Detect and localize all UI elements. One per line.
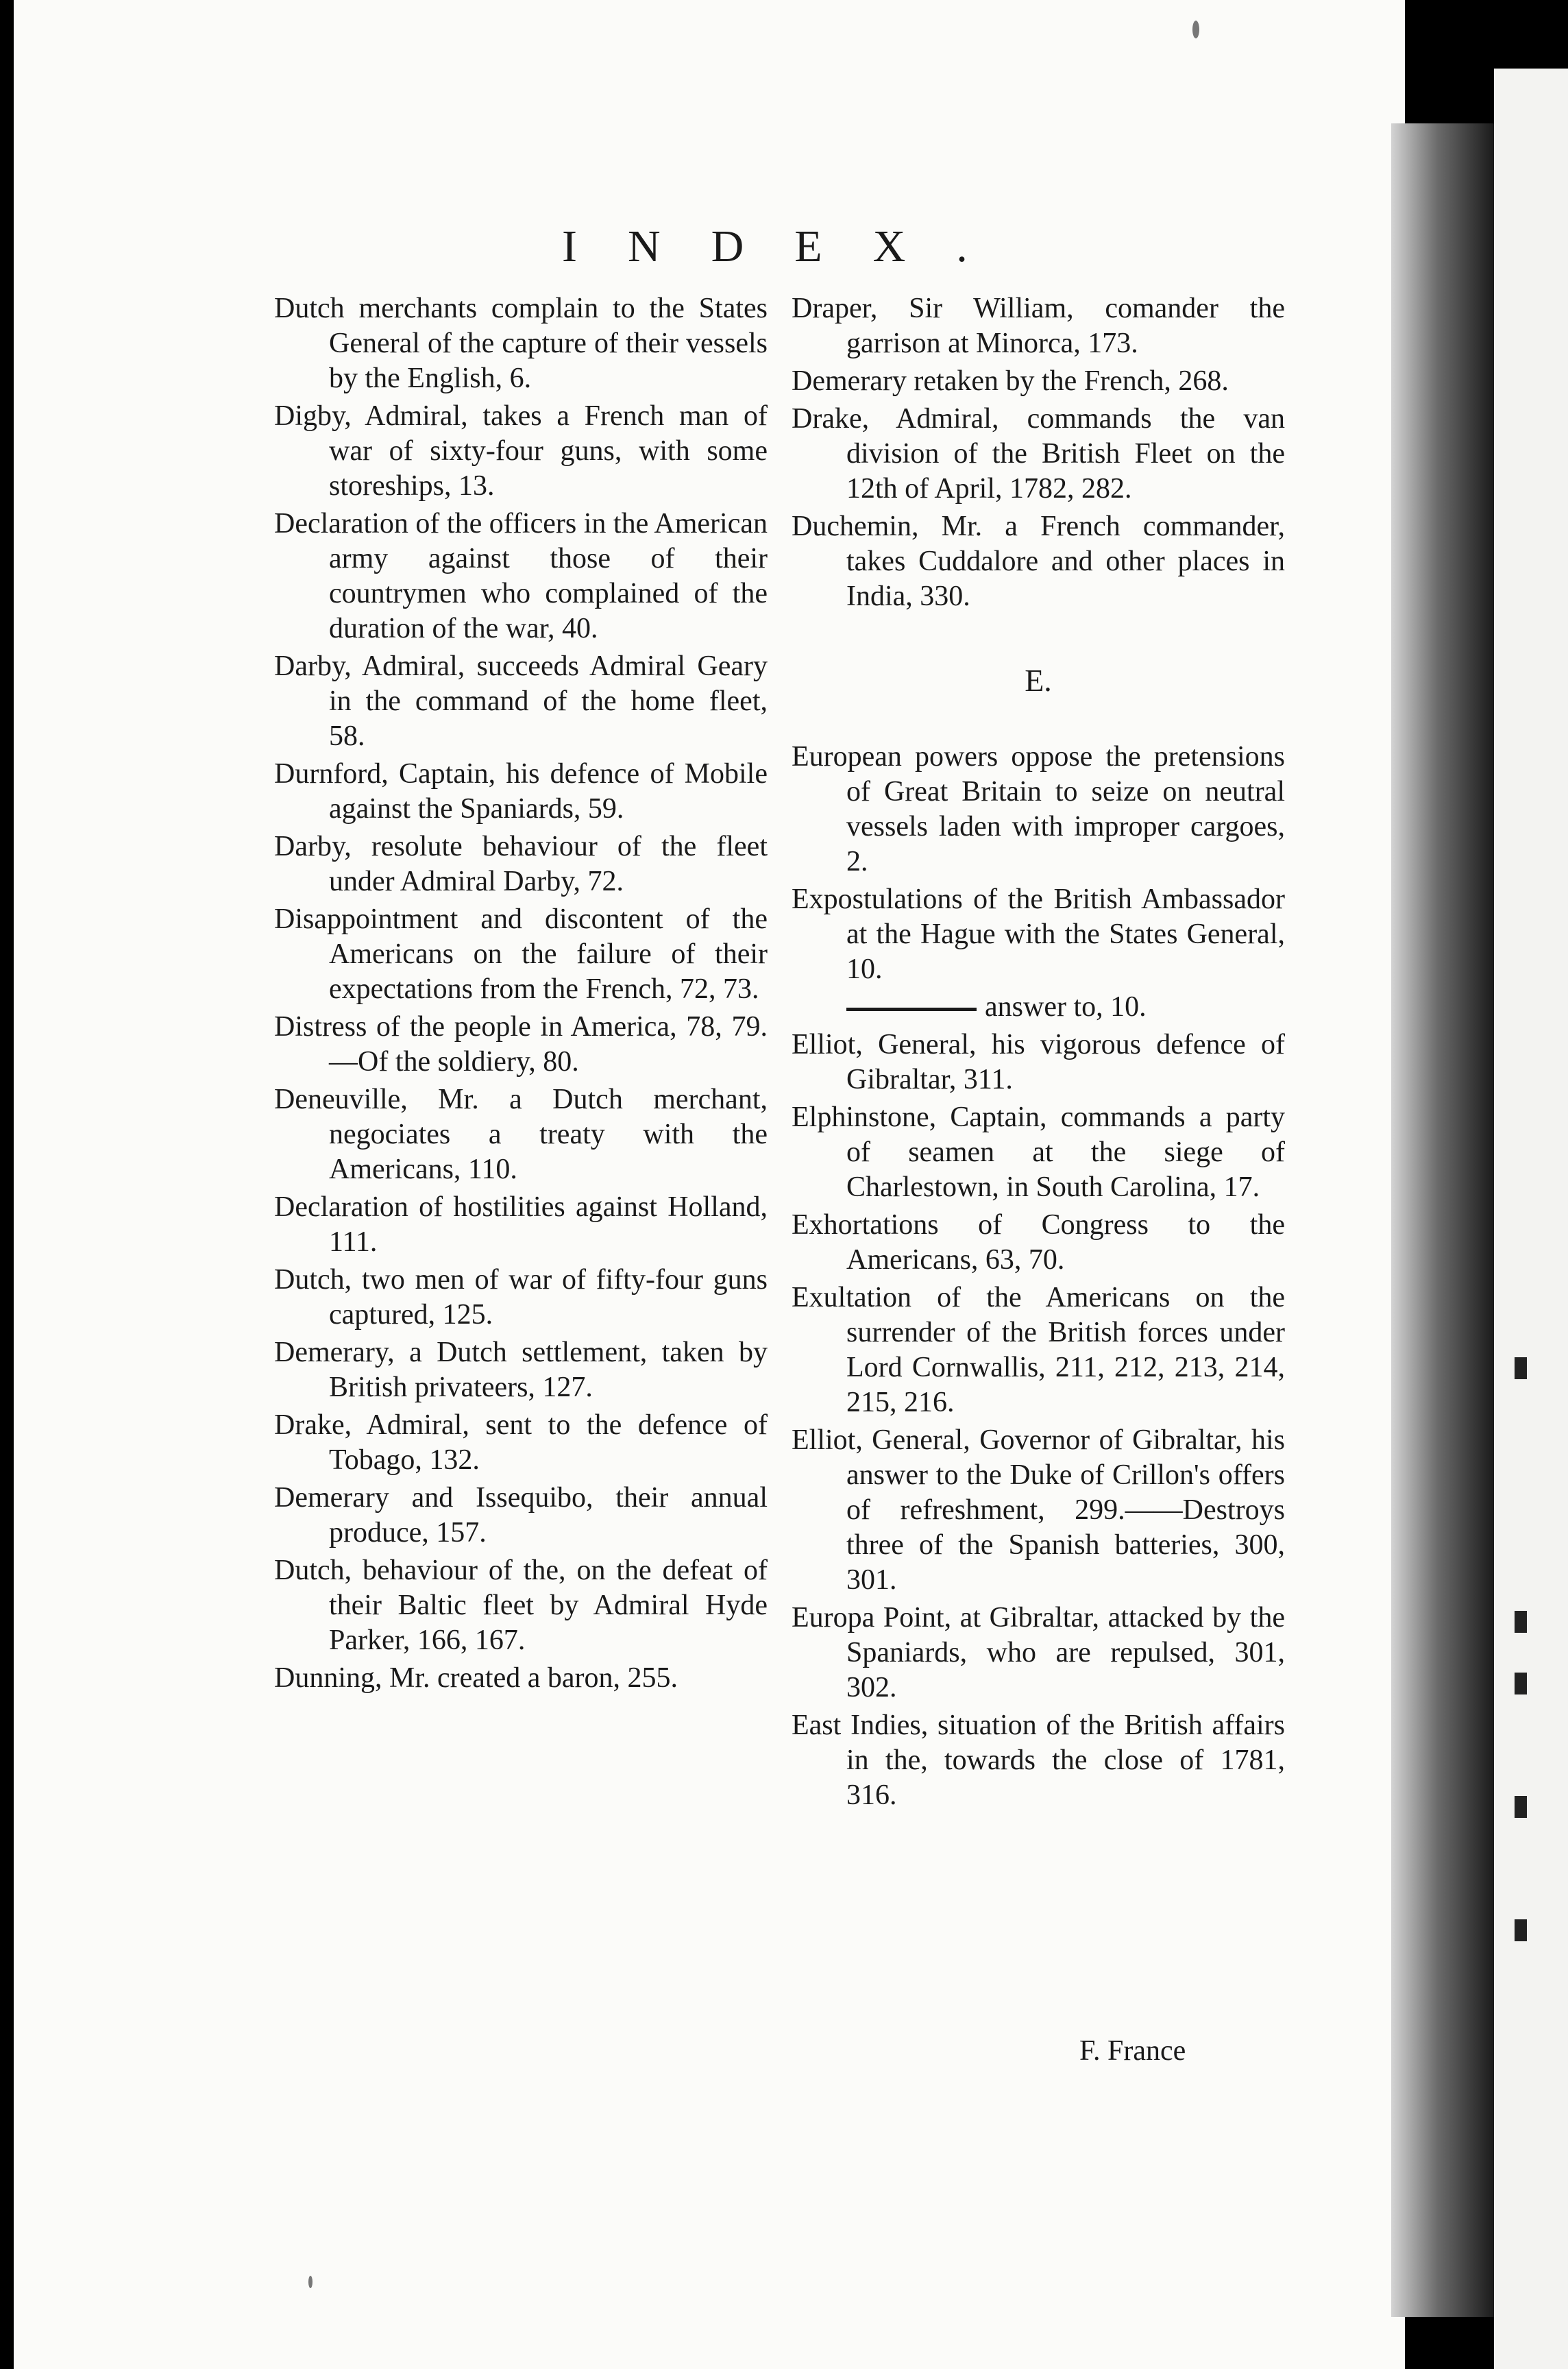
index-entry: Dutch, two men of war of fifty-four guns captured, 125.	[274, 1264, 768, 1331]
index-entry: Distress of the people in America, 78, 79.—Of the soldiery, 80.	[274, 1011, 768, 1078]
index-entry: Digby, Admiral, takes a French man of war of sixty-four guns, with some storeships, 13.	[274, 400, 768, 502]
facing-page-mark	[1515, 1357, 1527, 1379]
index-entry: Declaration of hostilities against Holland, 111.	[274, 1191, 768, 1258]
index-entry: Demerary retaken by the French, 268.	[792, 365, 1229, 397]
index-entry: Elliot, General, his vigorous defence of Gibraltar, 311.	[792, 1029, 1285, 1095]
right-e2-entries	[792, 1028, 1285, 1813]
ink-speck	[1192, 21, 1199, 38]
facing-page-mark	[1515, 1796, 1527, 1818]
dash-rule	[846, 1008, 977, 1011]
index-entry: Darby, resolute behaviour of the fleet under Admiral Darby, 72.	[274, 831, 768, 897]
answer-text: answer to, 10.	[985, 991, 1147, 1023]
book-page	[14, 0, 1405, 2369]
index-entry: Dutch, behaviour of the, on the defeat of their Baltic fleet by Admiral Hyde Parker, 166, 167.	[274, 1555, 768, 1656]
index-entry: Durnford, Captain, his defence of Mobile against the Spaniards, 59.	[274, 758, 768, 825]
index-entry: Disappointment and discontent of the Americans on the failure of their expectations from the French, 72, 73.	[274, 903, 768, 1005]
index-entry: Drake, Admiral, sent to the defence of Tobago, 132.	[274, 1409, 768, 1476]
index-entry-answer	[792, 990, 1285, 1025]
facing-page-mark	[1515, 1611, 1527, 1633]
facing-page-mark	[1515, 1919, 1527, 1941]
left-column	[274, 291, 768, 1699]
index-entry: Elphinstone, Captain, commands a party of seamen at the siege of Charlestown, in South Carolina, 17.	[792, 1102, 1285, 1203]
index-entry: Dutch merchants complain to the States General of the capture of their vessels by the English, 6.	[274, 293, 768, 394]
index-entry: Draper, Sir William, comander the garrison at Minorca, 173.	[792, 293, 1285, 359]
ink-speck	[308, 2276, 313, 2288]
index-entry: Expostulations of the British Ambassador at the Hague with the States General, 10.	[792, 884, 1285, 985]
running-head: INDEX.	[562, 221, 1018, 271]
right-e-entries	[792, 740, 1285, 987]
gutter-shadow	[1391, 123, 1494, 2317]
index-entry: Dunning, Mr. created a baron, 255.	[274, 1662, 678, 1694]
section-heading-e: E.	[1025, 663, 1052, 698]
index-entry: Demerary, a Dutch settlement, taken by British privateers, 127.	[274, 1337, 768, 1403]
right-d-entries	[792, 291, 1285, 614]
index-entry: Darby, Admiral, succeeds Admiral Geary in the command of the home fleet, 58.	[274, 651, 768, 752]
index-entry: Deneuville, Mr. a Dutch merchant, negociates a treaty with the Americans, 110.	[274, 1084, 768, 1185]
index-entry: Europa Point, at Gibraltar, attacked by the Spaniards, who are repulsed, 301, 302.	[792, 1602, 1285, 1703]
index-entry: Declaration of the officers in the American army against those of their countrymen who complained of the duration of the war, 40.	[274, 508, 768, 644]
facing-page-edge	[1494, 69, 1568, 2369]
index-entry: European powers oppose the pretensions of Great Britain to seize on neutral vessels laden with improper cargoes, 2.	[792, 741, 1285, 877]
index-entry: Duchemin, Mr. a French commander, takes Cuddalore and other places in India, 330.	[792, 511, 1285, 612]
index-entry: East Indies, situation of the British affairs in the, towards the close of 1781, 316.	[792, 1710, 1285, 1811]
index-entry: Exhortations of Congress to the Americans, 63, 70.	[792, 1209, 1285, 1276]
index-entry: Elliot, General, Governor of Gibraltar, his answer to the Duke of Crillon's offers of refreshment, 299.——Destroys three of the Spanish batteries, 300, 301.	[792, 1424, 1285, 1596]
right-column	[792, 291, 1285, 1816]
index-entry: Demerary and Issequibo, their annual produce, 157.	[274, 1482, 768, 1548]
facing-page-mark	[1515, 1673, 1527, 1694]
index-entry: Drake, Admiral, commands the van division of the British Fleet on the 12th of April, 1782, 282.	[792, 403, 1285, 505]
catchword: F. France	[1079, 2035, 1186, 2067]
index-entry: Exultation of the Americans on the surrender of the British forces under Lord Cornwallis, 211, 212, 213, 214, 215, 216.	[792, 1282, 1285, 1418]
